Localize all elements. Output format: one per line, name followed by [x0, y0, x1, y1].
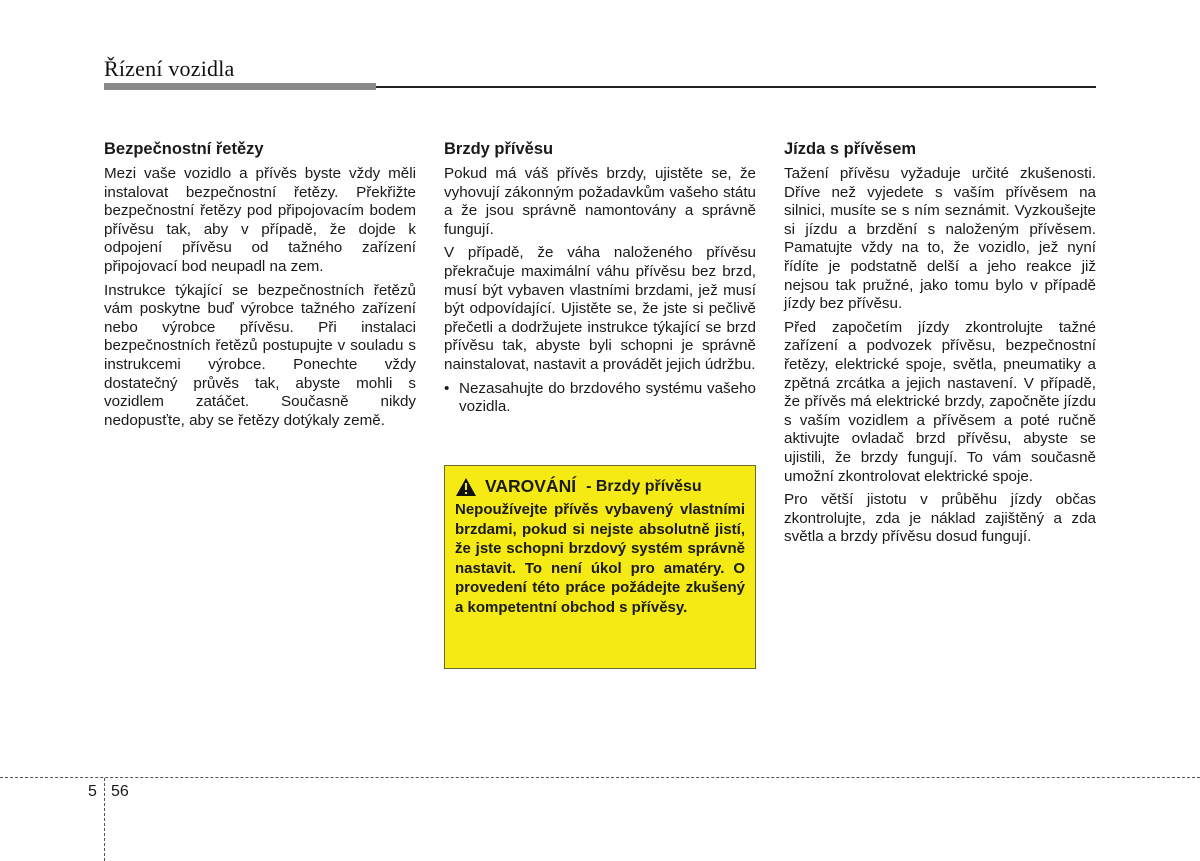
bullet-marker: •	[444, 379, 450, 397]
warning-subtitle: - Brzdy přívěsu	[586, 477, 702, 495]
page-title: Řízení vozidla	[104, 56, 235, 81]
header-rule-thin	[376, 86, 1096, 88]
paragraph: Instrukce týkající se bezpečnostních řetězů vám poskytne buď výrobce tažného zařízení nebo výrobce přívěsu. Při instalaci bezpečnostních řetězů postupujte v souladu s instrukcemi výrobce. Ponechte vždy dostatečný průvěs tak, abyste mohli s vozidlem zatáčet. Současně nikdy nedopusťte, aby se řetězy dotýkaly země.	[104, 281, 416, 429]
paragraph: Mezi vaše vozidlo a přívěs byste vždy měli instalovat bezpečnostní řetězy. Překřižte bezpečnostní řetězy pod připojovacím bodem přívěsu tak, aby v případě, že dojde k odpojení přívěsu od tažného zařízení připojovací bod neupadl na zem.	[104, 165, 416, 275]
footer-vertical-divider	[104, 778, 105, 861]
column-trailer-brakes	[444, 138, 756, 422]
paragraph: Pro větší jistotu v průběhu jízdy občas zkontrolujte, zda je náklad zajištěný a zda světla a brzdy přívěsu dosud fungují.	[784, 491, 1096, 546]
bullet-item	[444, 380, 756, 417]
section-heading: Bezpečnostní řetězy	[104, 140, 264, 158]
paragraph: Před započetím jízdy zkontrolujte tažné zařízení a podvozek přívěsu, bezpečnostní řetězy, elektrické spoje, světla, pneumatiky a zpětná zrcátka a jejich nastavení. V případě, že přívěs má elektrické brzdy, započněte jízdu s vaším vozidlem a přívěsem a poté ručně aktivujte ovladač brzd přívěsu, abyste se ujistili, že brzdy fungují. To vám současně umožní zkontrolovat elektrické spoje.	[784, 318, 1096, 485]
header-rule-thick	[104, 83, 376, 90]
header-rule	[104, 83, 1096, 91]
bullet-text: Nezasahujte do brzdového systému vašeho vozidla.	[459, 379, 756, 416]
page-number: 56	[111, 783, 129, 800]
warning-body: Nepoužívejte přívěs vybavený vlastními brzdami, pokud si nejste absolutně jistí, že jste schopni brzdový systém správně nastavit. To není úkol pro amatéry. O provedení této práce požádejte zkušený a kompetentní obchod s přívěsy.	[455, 501, 745, 616]
warning-title: VAROVÁNÍ	[485, 476, 577, 496]
section-heading: Jízda s přívěsem	[784, 140, 917, 158]
warning-box	[444, 465, 756, 669]
warning-triangle-icon	[455, 477, 477, 497]
paragraph: Pokud má váš přívěs brzdy, ujistěte se, že vyhovují zákonným požadavkům vašeho státu a že jsou správně namontovány a správně fungují.	[444, 165, 756, 238]
chapter-number: 5	[88, 783, 97, 800]
footer-divider	[0, 777, 1200, 778]
column-safety-chains	[104, 138, 416, 435]
paragraph: Tažení přívěsu vyžaduje určité zkušenosti. Dříve než vyjedete s vaším přívěsem na silnici, musíte se s ním seznámit. Vyzkoušejte si jízdu a brzdění s naloženým přívěsem. Pamatujte vždy na to, že vozidlo, jež nyní řídíte je podstatně delší a jeho reakce již nejsou tak pružné, jako tomu bylo v případě jízdy bez přívěsu.	[784, 165, 1096, 313]
section-heading: Brzdy přívěsu	[444, 140, 554, 158]
paragraph: V případě, že váha naloženého přívěsu překračuje maximální váhu přívěsu bez brzd, musí být vybaven vlastními brzdami, jež musí být odpovídající. Ujistěte se, že jste si pečlivě přečetli a dodržujete instrukce týkající se brzd přívěsu tak, abyste byli schopni je správně nainstalovat, nastavit a provádět jejich údržbu.	[444, 244, 756, 373]
warning-header	[455, 476, 745, 497]
column-driving-with-trailer	[784, 138, 1096, 552]
